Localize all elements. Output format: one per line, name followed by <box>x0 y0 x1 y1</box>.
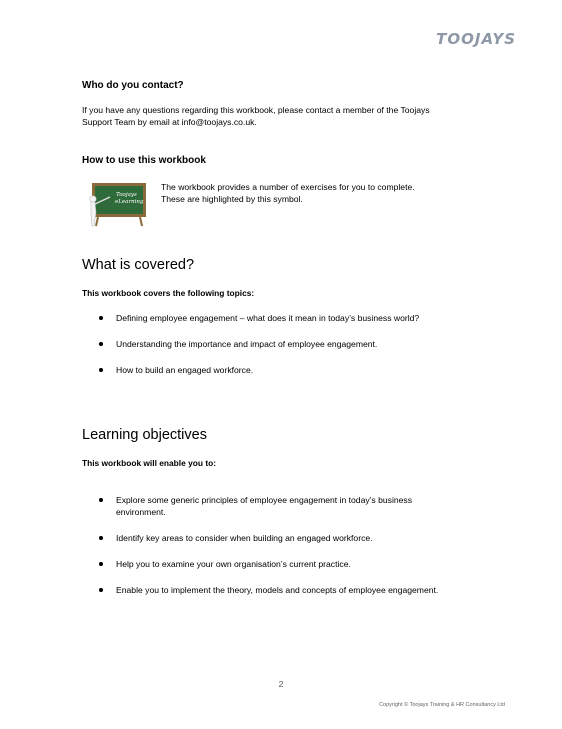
copyright-notice: Copyright © Toojays Training & HR Consultancy Ltd <box>379 702 505 708</box>
how-to-use-heading: How to use this workbook <box>82 155 206 166</box>
contact-line-1: If you have any questions regarding this workbook, please contact a member of the Toojays <box>82 105 430 115</box>
page-number: 2 <box>278 679 284 689</box>
bullet-icon <box>99 316 103 320</box>
covered-heading: What is covered? <box>82 257 195 273</box>
board-text-line-1: Toojays <box>116 192 137 198</box>
bullet-icon <box>99 368 103 372</box>
board-text-line-2: eLearning <box>115 199 144 205</box>
list-item: How to build an engaged workforce. <box>82 364 502 376</box>
bullet-icon <box>99 562 103 566</box>
exercise-symbol-icon <box>86 181 148 227</box>
bullet-icon <box>99 342 103 346</box>
objectives-heading: Learning objectives <box>82 427 207 443</box>
contact-heading: Who do you contact? <box>82 80 184 91</box>
contact-paragraph <box>82 104 512 128</box>
toojays-logo: TOOJAYS <box>436 30 516 48</box>
bullet-icon <box>99 588 103 592</box>
list-item: Understanding the importance and impact of employee engagement. <box>82 338 502 350</box>
list-item: Help you to examine your own organisation’s current practice. <box>82 558 502 570</box>
contact-line-2: Support Team by email at info@toojays.co.uk. <box>82 117 257 127</box>
symbol-line-1: The workbook provides a number of exercises for you to complete. <box>161 182 415 192</box>
covered-intro: This workbook covers the following topics: <box>82 288 255 298</box>
bullet-icon <box>99 498 103 502</box>
list-item: Identify key areas to consider when building an engaged workforce. <box>82 532 502 544</box>
objectives-intro: This workbook will enable you to: <box>82 458 217 468</box>
objectives-list <box>82 494 502 596</box>
exercise-symbol-description <box>161 181 491 205</box>
covered-list <box>82 312 502 376</box>
bullet-icon <box>99 536 103 540</box>
list-item: Enable you to implement the theory, models and concepts of employee engagement. <box>82 584 502 596</box>
list-item: Defining employee engagement – what does it mean in today’s business world? <box>82 312 502 324</box>
symbol-line-2: These are highlighted by this symbol. <box>161 194 303 204</box>
list-item: Explore some generic principles of employee engagement in today’s business environment. <box>82 494 502 518</box>
